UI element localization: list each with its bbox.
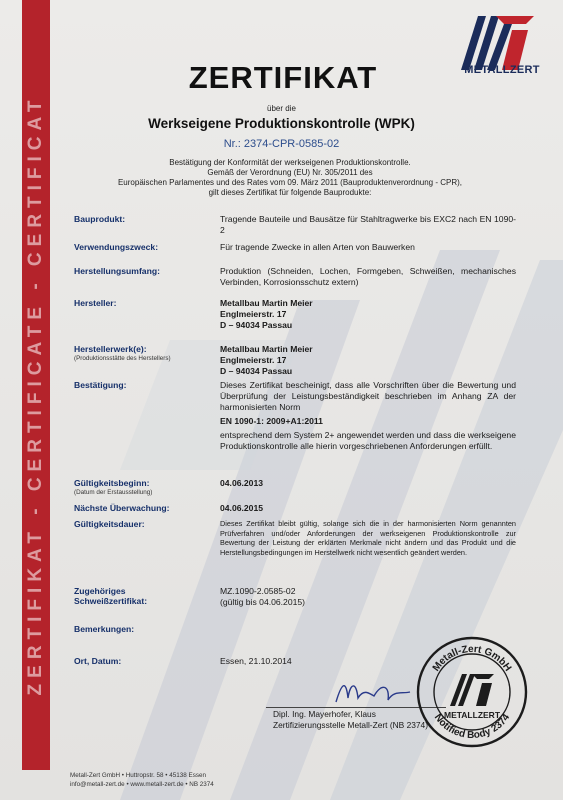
address-line: Englmeierstr. 17 (220, 355, 287, 365)
field-label: Bemerkungen: (74, 624, 135, 634)
field-label: Hersteller: (74, 298, 117, 308)
logo-text: METALLZERT (464, 64, 540, 76)
conf-line: Europäischen Parlamentes und des Rates vom 09. März 2011 (Bauproduktenverordnung - CPR), (117, 178, 463, 187)
field-value: Für tragende Zwecke in allen Arten von Bauwerken (220, 242, 415, 252)
field-label (74, 344, 214, 362)
subtitle: Werkseigene Produktionskontrolle (WPK) (148, 116, 415, 131)
conf-line: Bestätigung der Konformität der werkseigenen Produktionskontrolle. (169, 158, 411, 167)
field-value: Dieses Zertifikat bleibt gültig, solange sich die in der harmonisierten Norm genannten Prüfverfahren und/oder Anforderungen der werkseigenen Produktionskontrolle zur Bewertung der Leistung der erklärten Merkmale nicht ändern und das Produkt und die Herstellungsbedingungen im Herstellwerk nicht wesentlich geändert werden. (220, 519, 516, 557)
field-label: Herstellungsumfang: (74, 266, 160, 276)
bestaetigung-text: Dieses Zertifikat bescheinigt, dass alle Vorschriften über die Bewertung und Überprüfung der Leistungsbeständigkeit beschrieben im Anhang ZA der harmonisierten Norm (220, 380, 516, 412)
address-line: D – 94034 Passau (220, 320, 293, 330)
field-label (74, 478, 214, 496)
field-label: Bauprodukt: (74, 214, 126, 224)
field-label-text: Zugehöriges (74, 586, 126, 596)
svg-text:Metall-Zert GmbH (431, 644, 513, 674)
field-sublabel: (Datum der Erstausstellung) (74, 489, 153, 496)
signer-role: Zertifizierungsstelle Metall-Zert (NB 2374) (273, 719, 428, 730)
stamp-bottom-text: Notified Body 2374 (431, 712, 513, 742)
footer-contact: info@metall-zert.de • www.metall-zert.de • NB 2374 (70, 781, 214, 788)
conf-line: Gemäß der Verordnung (EU) Nr. 305/2011 des (207, 168, 373, 177)
field-value: Produktion (Schneiden, Lochen, Formgeben, Schweißen, mechanisches Verbinden, Korrosionsschutz extern) (220, 266, 516, 287)
weld-cert-validity: (gültig bis 04.06.2015) (220, 597, 306, 607)
field-label (74, 586, 214, 606)
field-label-text: Herstellerwerk(e): (74, 344, 147, 354)
norm-reference: EN 1090-1: 2009+A1:2011 (220, 416, 323, 426)
field-value (220, 380, 516, 452)
footer-address: Metall-Zert GmbH • Huttropstr. 58 • 45138 Essen (70, 772, 206, 779)
address-line: Englmeierstr. 17 (220, 309, 287, 319)
field-label-text: Gültigkeitsbeginn: (74, 478, 150, 488)
field-label-text: Schweißzertifikat: (74, 596, 148, 606)
address-line: Metallbau Martin Meier (220, 344, 313, 354)
date-value: 04.06.2013 (220, 478, 264, 488)
field-value (220, 478, 516, 489)
page-title: ZERTIFIKAT (188, 60, 378, 95)
uber-text: über die (267, 104, 296, 113)
bestaetigung-text: entsprechend dem System 2+ angewendet werden und dass die werkseigene Produktionskontrolle alle hierin vorgeschriebenen Anforderungen erfüllt. (220, 430, 516, 451)
field-value: Essen, 21.10.2014 (220, 656, 292, 666)
field-value (220, 503, 516, 514)
footer (70, 771, 214, 789)
address-line: Metallbau Martin Meier (220, 298, 313, 308)
certificate-number: Nr.: 2374-CPR-0585-02 (223, 138, 340, 150)
field-label: Gültigkeitsdauer: (74, 519, 145, 529)
field-label: Bestätigung: (74, 380, 127, 390)
official-stamp-icon (416, 636, 528, 748)
signer-name: Dipl. Ing. Mayerhofer, Klaus (273, 709, 376, 719)
stamp-brand-text: METALLZERT (443, 710, 501, 720)
date-value: 04.06.2015 (220, 503, 264, 513)
conf-line: gilt dieses Zertifikat für folgende Bauprodukte: (208, 188, 372, 197)
field-value (220, 586, 516, 608)
field-label: Ort, Datum: (74, 656, 122, 666)
conformity-statement (70, 158, 510, 198)
stamp-top-text: Metall-Zert GmbH (430, 643, 514, 674)
weld-cert-number: MZ.1090-2.0585-02 (220, 586, 296, 596)
field-value (220, 298, 516, 331)
field-sublabel: (Produktionsstätte des Herstellers) (74, 355, 171, 362)
field-value: Tragende Bauteile und Bausätze für Stahltragwerke bis EXC2 nach EN 1090-2 (220, 214, 516, 235)
field-label: Verwendungszweck: (74, 242, 159, 252)
signature-icon (330, 672, 430, 712)
address-line: D – 94034 Passau (220, 366, 293, 376)
signer-block (273, 709, 428, 730)
field-label: Nächste Überwachung: (74, 503, 170, 513)
field-value (220, 344, 516, 377)
sidebar-watermark-text: ZERTIFIKAT - CERTIFICATE - CERTIFICAT (25, 94, 46, 696)
